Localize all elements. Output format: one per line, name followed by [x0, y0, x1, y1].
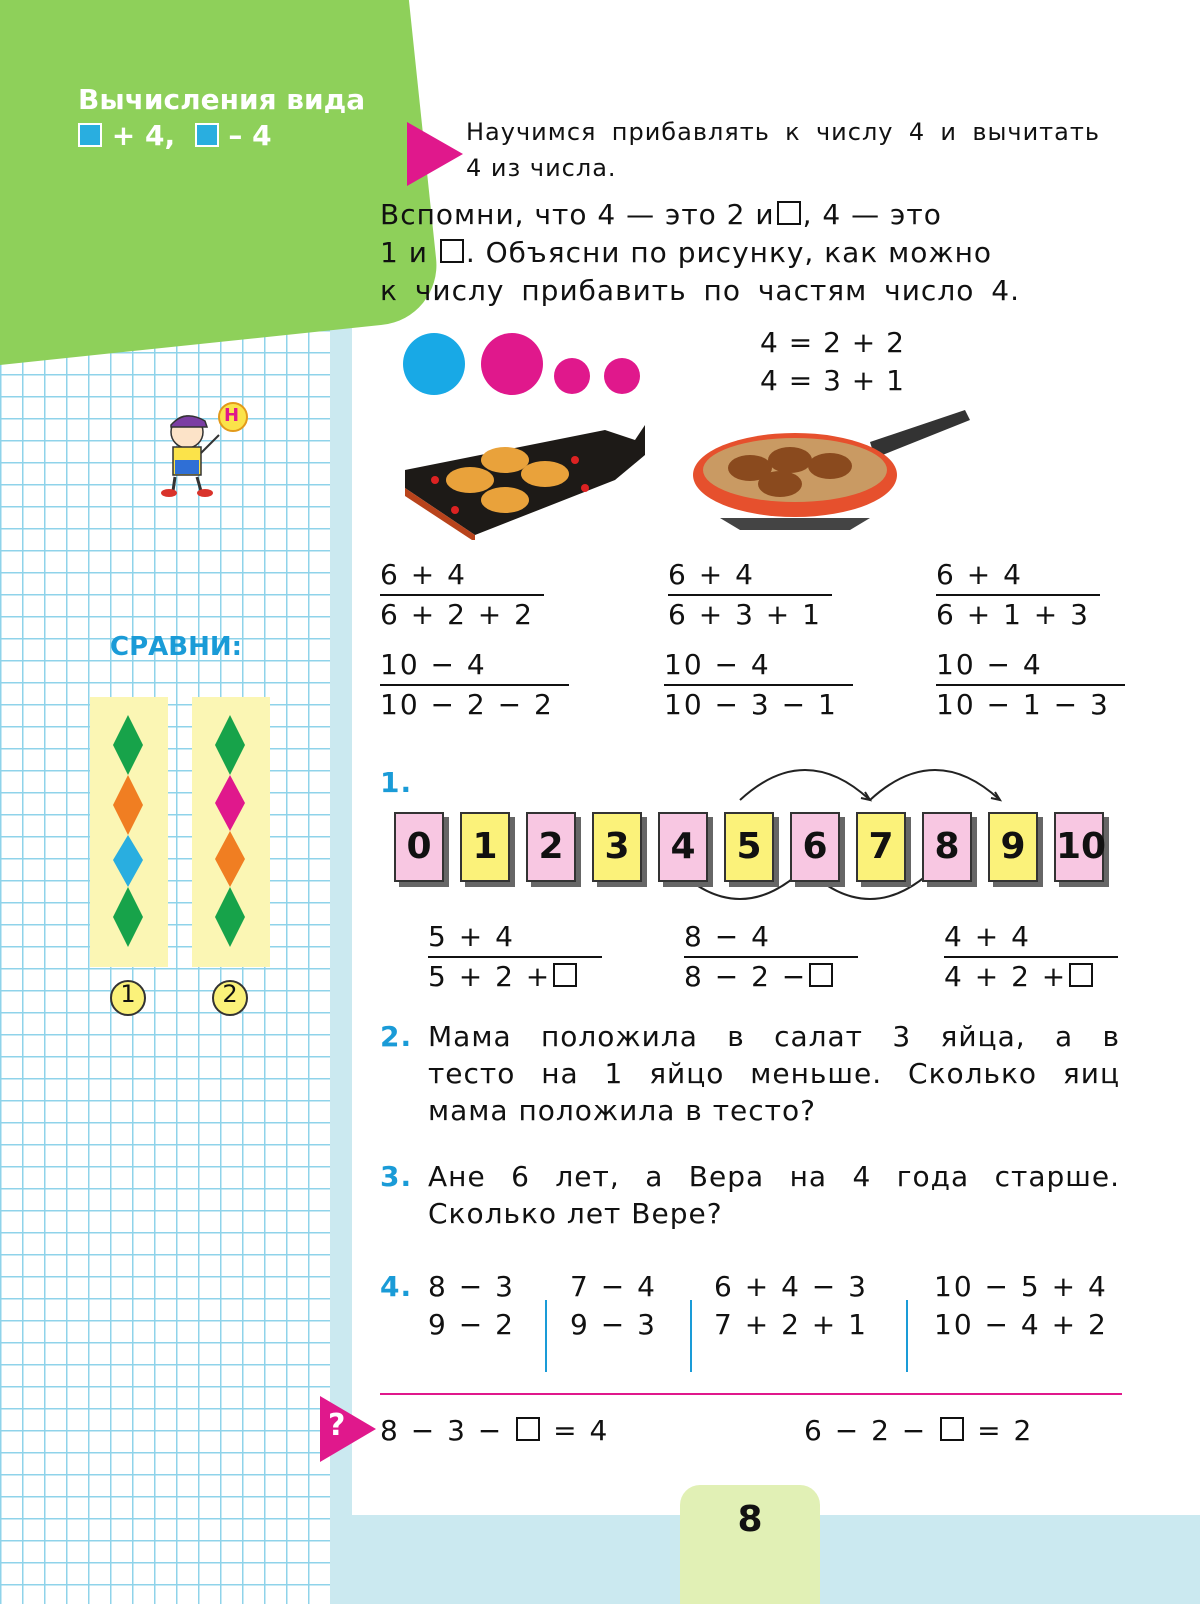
task2-line2: тесто на 1 яйцо меньше. Сколько яиц — [428, 1057, 1120, 1090]
task3-line1: Ане 6 лет, а Вера на 4 года старше. — [428, 1160, 1120, 1193]
topic-panel — [0, 0, 442, 368]
task1-expr-3 — [944, 918, 1118, 996]
question-eq1-right: = 4 — [553, 1414, 610, 1447]
page-number: 8 — [680, 1485, 820, 1604]
remember-line1b: , 4 — это — [802, 198, 942, 231]
task4-col2-row2: 9 − 3 — [570, 1308, 657, 1341]
task4-col4-row2: 10 − 4 + 2 — [934, 1308, 1108, 1341]
task1-expr-1-top: 5 + 4 — [428, 918, 602, 958]
fraction-4-bottom: 10 − 2 − 2 — [380, 688, 554, 721]
empty-square — [78, 123, 102, 147]
cutting-board-image — [395, 410, 650, 540]
fraction-5 — [664, 646, 853, 724]
number-card-4: 4 — [658, 812, 708, 882]
question-arrow-icon — [318, 1394, 378, 1464]
task4-label: 4. — [380, 1270, 413, 1303]
task4-col3 — [714, 1268, 868, 1344]
fraction-6 — [936, 646, 1125, 724]
fraction-5-top: 10 − 4 — [664, 646, 853, 686]
fraction-1 — [380, 556, 544, 634]
number-card-0: 0 — [394, 812, 444, 882]
topic-line1: Вычисления вида — [78, 83, 366, 116]
task4-col3-row2: 7 + 2 + 1 — [714, 1308, 868, 1341]
fraction-1-top: 6 + 4 — [380, 556, 544, 596]
topic-title — [78, 82, 365, 154]
number-card-7: 7 — [856, 812, 906, 882]
number-card-1: 1 — [460, 812, 510, 882]
fraction-5-bottom: 10 − 3 − 1 — [664, 688, 838, 721]
frying-pan-image — [690, 400, 990, 540]
empty-square — [516, 1417, 540, 1441]
empty-square — [440, 239, 464, 263]
task1-label: 1. — [380, 766, 413, 799]
divider-line — [380, 1393, 1122, 1395]
task1-expr-2 — [684, 918, 858, 996]
topic-plus4: + 4, — [111, 119, 176, 152]
task3-label: 3. — [380, 1160, 413, 1193]
fraction-2 — [668, 556, 832, 634]
task2-label: 2. — [380, 1020, 413, 1053]
task1-expr-2-bottom: 8 − 2 − — [684, 960, 808, 993]
fraction-3-top: 6 + 4 — [936, 556, 1100, 596]
fraction-6-top: 10 − 4 — [936, 646, 1125, 686]
task4-separator — [545, 1300, 547, 1372]
remember-line2a: 1 и — [380, 236, 428, 269]
number-card-2: 2 — [526, 812, 576, 882]
task4-col4 — [934, 1268, 1108, 1344]
fraction-3 — [936, 556, 1100, 634]
task1-expr-1-bottom: 5 + 2 + — [428, 960, 552, 993]
task1-expr-3-bottom: 4 + 2 + — [944, 960, 1068, 993]
task4-col1 — [428, 1268, 515, 1344]
task4-col3-row1: 6 + 4 − 3 — [714, 1270, 868, 1303]
empty-square — [809, 963, 833, 987]
remember-line2 — [380, 234, 1102, 272]
compare-number-2: 2 — [222, 980, 238, 1008]
fraction-3-bottom: 6 + 1 + 3 — [936, 598, 1090, 631]
empty-square — [553, 963, 577, 987]
task1-expr-1 — [428, 918, 602, 996]
task4-col4-row1: 10 − 5 + 4 — [934, 1270, 1108, 1303]
play-triangle-icon — [405, 120, 465, 190]
question-eq1-left: 8 − 3 − — [380, 1414, 504, 1447]
empty-square — [1069, 963, 1093, 987]
task2-line3: мама положила в тесто? — [428, 1094, 816, 1127]
compare-label: СРАВНИ: — [110, 632, 242, 662]
task4-col1-row2: 9 − 2 — [428, 1308, 515, 1341]
fraction-4-top: 10 − 4 — [380, 646, 569, 686]
mascot-badge: Н — [224, 405, 240, 426]
fraction-4 — [380, 646, 569, 724]
question-eq2-right: = 2 — [977, 1414, 1034, 1447]
question-equation-2 — [804, 1412, 1033, 1450]
fraction-1-bottom: 6 + 2 + 2 — [380, 598, 534, 631]
task4-col2 — [570, 1268, 657, 1344]
fraction-2-bottom: 6 + 3 + 1 — [668, 598, 822, 631]
task2-line1: Мама положила в салат 3 яйца, а в — [428, 1020, 1120, 1053]
number-card-8: 8 — [922, 812, 972, 882]
remember-line3: к числу прибавить по частям число 4. — [380, 274, 1020, 307]
number-card-10: 10 — [1054, 812, 1104, 882]
topic-minus4: – 4 — [228, 119, 272, 152]
remember-line1a: Вспомни, что 4 — это 2 и — [380, 198, 775, 231]
task3-line2: Сколько лет Вере? — [428, 1197, 723, 1230]
task4-col1-row1: 8 − 3 — [428, 1270, 515, 1303]
question-equation-1 — [380, 1412, 609, 1450]
task1-expr-3-top: 4 + 4 — [944, 918, 1118, 958]
number-card-9: 9 — [988, 812, 1038, 882]
task4-separator — [906, 1300, 908, 1372]
question-eq2-left: 6 − 2 − — [804, 1414, 928, 1447]
compare-strips — [88, 695, 278, 1025]
task1-expr-2-top: 8 − 4 — [684, 918, 858, 958]
remember-line2b: . Объясни по рисунку, как можно — [465, 236, 993, 269]
number-card-3: 3 — [592, 812, 642, 882]
empty-square — [940, 1417, 964, 1441]
remember-line1 — [380, 196, 1102, 234]
equation-4-2-2: 4 = 2 + 2 — [760, 326, 905, 359]
intro-line1: Научимся прибавлять к числу 4 и вычитать — [466, 118, 1100, 146]
number-card-6: 6 — [790, 812, 840, 882]
task4-separator — [690, 1300, 692, 1372]
empty-square — [777, 201, 801, 225]
fraction-2-top: 6 + 4 — [668, 556, 832, 596]
intro-line2: 4 из числа. — [466, 154, 617, 182]
compare-number-1: 1 — [120, 980, 136, 1008]
circles-illustration — [400, 330, 650, 400]
fraction-6-bottom: 10 − 1 − 3 — [936, 688, 1110, 721]
empty-square — [195, 123, 219, 147]
number-card-5: 5 — [724, 812, 774, 882]
equation-4-3-1: 4 = 3 + 1 — [760, 364, 905, 397]
task4-col2-row1: 7 − 4 — [570, 1270, 657, 1303]
question-mark: ? — [328, 1408, 346, 1443]
